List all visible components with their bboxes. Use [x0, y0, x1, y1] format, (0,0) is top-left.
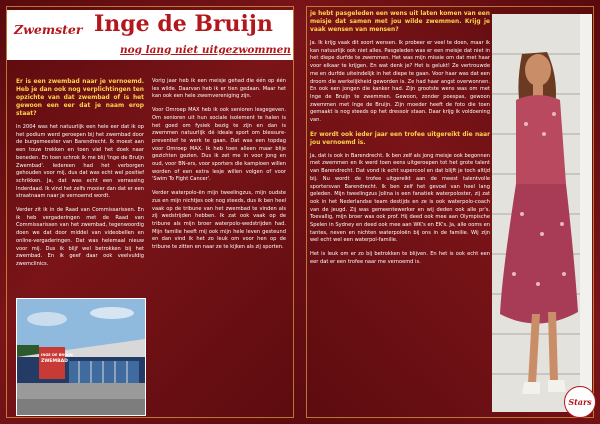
column-1	[16, 78, 144, 275]
swimming-pool-building-photo	[16, 298, 146, 416]
question: Er wordt ook ieder jaar een trofee uitgereikt die naar jou vernoemd is.	[310, 131, 490, 146]
woman-illustration	[492, 14, 592, 412]
answer: Ja. Ik krijg vaak dit soort wensen. Ik probeer er veel te doen, maar ik kan natuurlijk ook niet alles. Pasgeleden was er een meisje dat niet in het diepe durfde te zwemmen. Het was mijn missie om dat met haar voor elkaar te krijgen. En wat denk je? Het is gelukt! Ze vertrouwde me en durfde uiteindelijk in het diepe te gaan. Voor haar was dat een droom die werkelijkheid geworden is. Ze had haar angst overwonnen. En ook een jongen die kanker had. Zijn grootste wens was om met Inge de Bruijn te zwemmen. Gewoon, zonder poespas, gewoon zwemmen met Inge de Bruijn. Zijn moeder heeft de foto die toen gemaakt is nog steeds op het dressoir staan. Daar krijg ik voldoening van.	[310, 40, 490, 124]
answer: Vorig jaar heb ik een meisje gehad die één op één les wilde. Daarvan heb ik er tien gedaan. Maar het kan ook een hele zwemvereniging zijn.	[152, 78, 286, 100]
question: Er is een zwembad naar je vernoemd. Heb je dan ook nog verplichtingen ten opzichte van dat zwembad of is het gewoon een eer dat je naam erop staat?	[16, 79, 144, 117]
inge-de-bruijn-photo	[492, 14, 592, 412]
building-sign-line2: ZWEMBAD	[41, 359, 68, 364]
page-subtitle: nog lang niet uitgezwommen	[120, 44, 291, 56]
answer: Voor Omroep MAX heb ik ook senioren lesgegeven. Om senioren uit hun sociale isolement te halen is het goed om fysiek bezig te zijn en dan is zwemmen natuurlijk dé ideale sport om blessure-preventief te werk te gaan. Dat was een topdag voor Omroep MAX. Ik heb toen alleen maar blije gezichten gezien. Dus ik zet me in voor jong en oud, voor BN-ers, voor sporters die kampioen willen worden of een extra lesje willen volgen of voor 'Swim To Fight Cancer'.	[152, 107, 286, 183]
answer: Het is leuk om er zo bij betrokken te blijven. En het is ook echt een eer dat er een trofee naar me vernoemd is.	[310, 251, 490, 265]
building-illustration	[17, 299, 145, 415]
answer: Verder zit ik in de Raad van Commissarissen. En ik heb vergaderingen met de Raad van Commissarissen van het zwembad, tegenwoordig doen we dat door middel van videobellen en online-vergaderingen. Dat was helemaal nieuw voor mij. Dus ik blijf wel betrokken bij het zwembad. En ik geef daar ook veelvuldig zwemclinics.	[16, 207, 144, 267]
answer: Ja, dat is ook in Barendrecht. Ik ben zelf als jong meisje ook begonnen met zwemmen en ik werd toen eens uitgeroepen tot het grote talent van Barendrecht. Dat vond ik echt supercool en dat blijft je toch altijd bij. Nu wordt de trofee uitgereikt aan de meest talentvolle sportersvan Barendrecht. Ik ben zelf het gevoel van heel lang geleden. Mijn tweelingzus Jolina is een fanatiek waterpoloster, zij zat ook in het Nederlandse team destijds en ze is ook waterpolo-coach van de jeugd. Zij was gemeentewerker en wij deden ook alle pr's. Toevallig, mijn broer was ook prof. Hij deed ook mee aan Olympische Spelen in Sydney en deed ook mee aan WK's en EK's. Ja, alle ooms en tantes, neven en nichten waterpoloën bij ons in de familie. Wij zijn wel echt wel een waterpol-familie.	[310, 152, 490, 244]
kicker: Zwemster	[14, 22, 83, 37]
answer: In 2004 was het natuurlijk een hele eer dat ik op het podium werd geroepen bij het zwembad door de burgemeester van Barendrecht. Ik moest aan een touw trekken en toen viel het doek naar beneden. En toen schrok ik me blij 'Inge de Bruijn Zwembad'. Iedereen had het verborgen gehouden voor mij, dus dat was echt wel positief schrikken. Ja, dat was echt een verrassing Inderdaad. Ik vind het zelfs mooier dan dat er een straatnaam naar je vernoemd wordt.	[16, 124, 144, 200]
building-sign-line1: INGE DE BRUIJN	[41, 353, 73, 357]
question: je hebt pasgeleden een wens uit laten komen van een meisje dat samen met jou wilde zwemmen. Krijg je vaak wensen van mensen?	[310, 11, 490, 33]
page-title: Inge de Bruijn	[94, 11, 273, 37]
right-page	[300, 0, 600, 424]
answer: Verder waterpolo-ën mijn tweelingzus, mijn oudste zus en mijn nichtjes ook nog steeds, dus ik ben heel vaak op de tribune van het zwembad te vinden als zij wedstrijden hebben. Ik zat ook vaak op de tribune als mijn broer waterpolo-wedstrijden had. Mijn familie heeft mij ook mijn hele leven gesteund en dan vind ik het zo leuk om voor hen op de tribune te zitten en naar ze te kijken als zij sporten.	[152, 190, 286, 251]
column-2	[152, 78, 286, 258]
column-3	[310, 10, 490, 273]
stars-logo-badge: Stars	[564, 386, 596, 418]
